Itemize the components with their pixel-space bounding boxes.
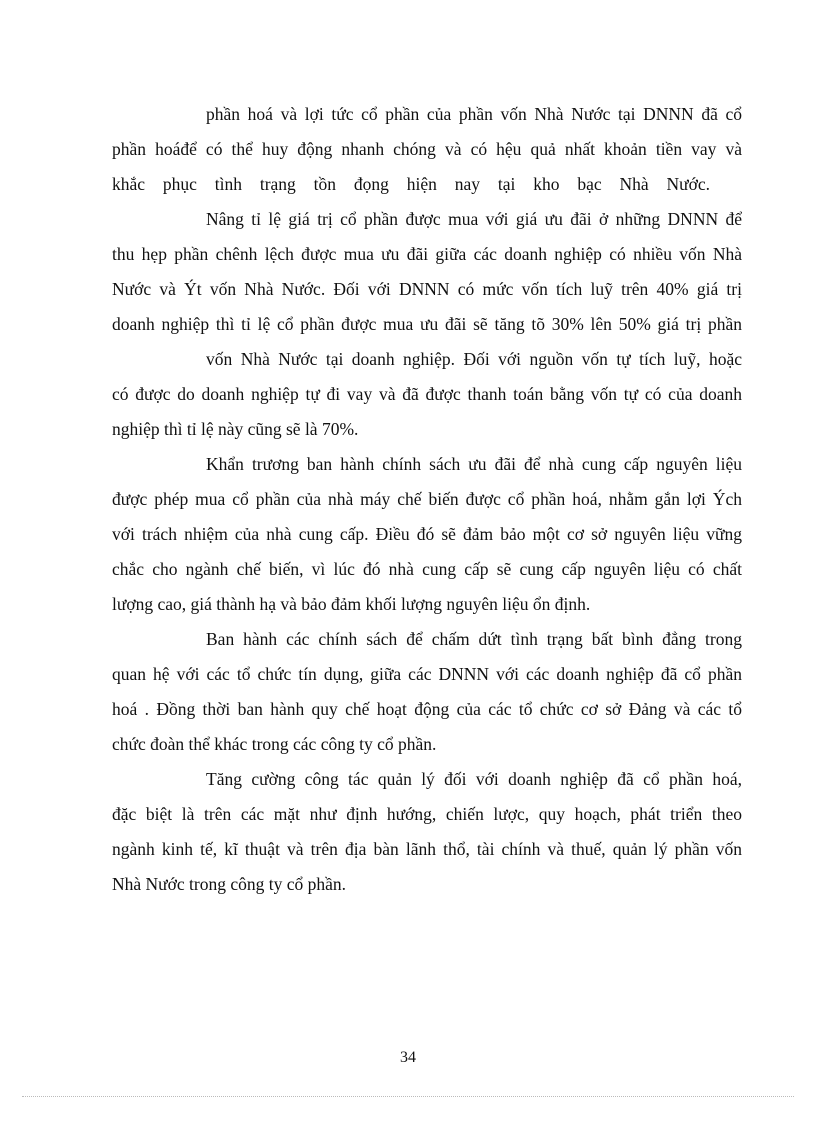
text-line: hoá . Đồng thời ban hành quy chế hoạt động của các tổ chức cơ sở Đảng và các tổ [112, 699, 742, 719]
text-line: chắc cho ngành chế biến, vì lúc đó nhà cung cấp sẽ cung cấp nguyên liệu có chất [112, 559, 742, 579]
text-line: đặc biệt là trên các mặt như định hướng, chiến lược, quy hoạch, phát triển theo [112, 804, 742, 824]
text-line: phần hoáđể có thể huy động nhanh chóng và có hệu quả nhất khoản tiền vay và [112, 139, 742, 159]
text-line: Ban hành các chính sách để chấm dứt tình trạng bất bình đẳng trong [206, 629, 742, 649]
text-line: với trách nhiệm của nhà cung cấp. Điều đó sẽ đảm bảo một cơ sở nguyên liệu vững [112, 524, 742, 544]
text-line: quan hệ với các tổ chức tín dụng, giữa các DNNN với các doanh nghiệp đã cổ phần [112, 664, 742, 684]
text-line: khắc phục tình trạng tồn đọng hiện nay tại kho bạc Nhà Nước. [112, 174, 710, 194]
page-number: 34 [400, 1049, 416, 1066]
text-line: Tăng cường công tác quản lý đối với doanh nghiệp đã cổ phần hoá, [206, 769, 742, 789]
text-line: phần hoá và lợi tức cổ phần của phần vốn Nhà Nước tại DNNN đã cổ [206, 104, 742, 124]
text-line: thu hẹp phần chênh lệch được mua ưu đãi giữa các doanh nghiệp có nhiều vốn Nhà [112, 244, 742, 264]
text-line: doanh nghiệp thì tỉ lệ cổ phần được mua ưu đãi sẽ tăng tõ 30% lên 50% giá trị phần [112, 314, 742, 334]
text-line: có được do doanh nghiệp tự đi vay và đã được thanh toán bằng vốn tự có của doanh [112, 384, 742, 404]
text-line: chức đoàn thể khác trong các công ty cổ phần. [112, 734, 437, 754]
page-bottom-divider [22, 1096, 794, 1097]
text-line: Nước và Ýt vốn Nhà Nước. Đối với DNNN có mức vốn tích luỹ trên 40% giá trị [112, 279, 742, 299]
text-line: nghiệp thì tỉ lệ này cũng sẽ là 70%. [112, 419, 359, 439]
text-line: được phép mua cổ phần của nhà máy chế biến được cổ phần hoá, nhằm gắn lợi Ých [112, 489, 742, 509]
text-line: Khẩn trương ban hành chính sách ưu đãi để nhà cung cấp nguyên liệu [206, 454, 742, 474]
text-line: ngành kinh tế, kĩ thuật và trên địa bàn lãnh thổ, tài chính và thuế, quản lý phần vốn [112, 839, 742, 859]
text-line: lượng cao, giá thành hạ và bảo đảm khối lượng nguyên liệu ổn định. [112, 594, 591, 614]
text-line: Nhà Nước trong công ty cổ phần. [112, 874, 347, 894]
text-line: Nâng tỉ lệ giá trị cổ phần được mua với giá ưu đãi ở những DNNN để [206, 209, 742, 229]
text-line: vốn Nhà Nước tại doanh nghiệp. Đối với nguồn vốn tự tích luỹ, hoặc [206, 349, 742, 369]
